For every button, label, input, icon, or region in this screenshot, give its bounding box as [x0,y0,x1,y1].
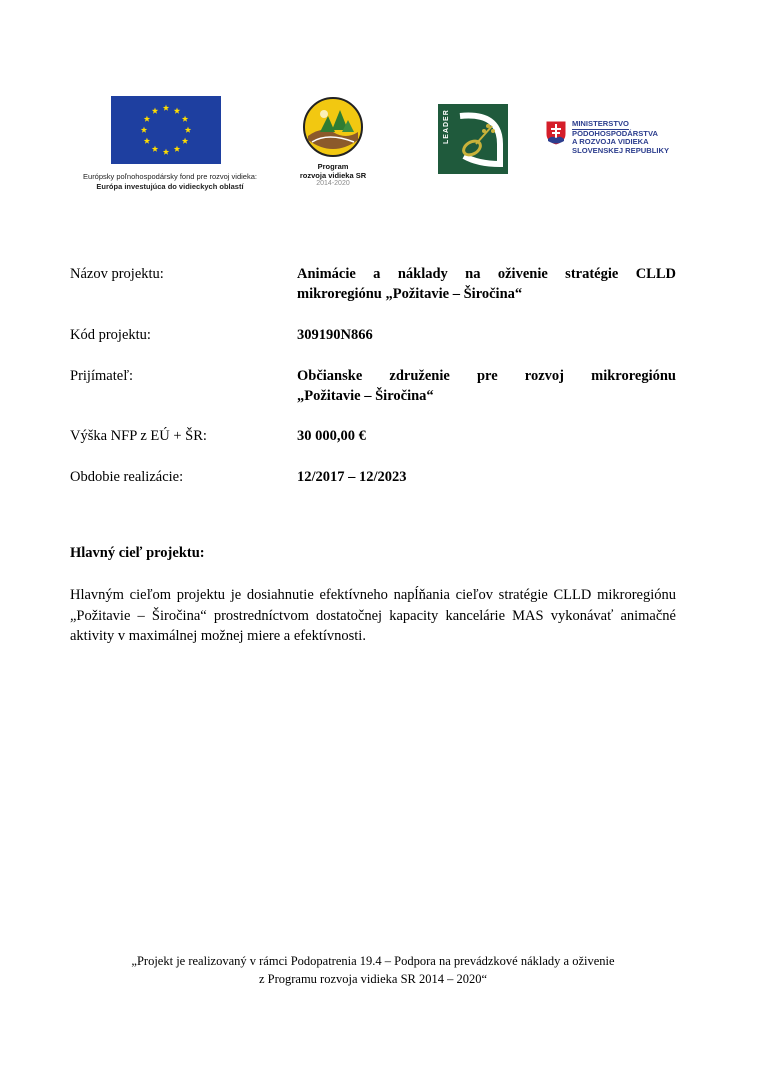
footer-line2: z Programu rozvoja vidieka SR 2014 – 2020“ [258,972,488,986]
project-code-value: 309190N866 [297,327,373,343]
leader-logo [438,104,508,179]
goal-text: Hlavným cieľom projektu je dosiahnutie efektívneho napĺňania cieľov stratégie CLLD mikroregiónu „Požitavie – Širočina“ prostredníctvom dostatočnej kapacity kancelárie MAS vykonávať animačné aktivity v maximálnej možnej miere a efektívnosti. [70,587,676,644]
slovak-coat-of-arms-icon [545,120,567,146]
period-value: 12/2017 – 12/2023 [297,469,407,485]
project-name-label: Názov projektu: [70,266,164,282]
prv-emblem-icon [302,96,364,158]
ministry-logo [545,119,695,156]
eu-caption-line1: Európsky poľnohospodársky fond pre rozvoj vidieka: [83,172,257,181]
ministry-name [572,120,669,156]
eu-caption-line2: Európa investujúca do vidieckych oblastí [96,182,244,191]
prv-caption-years: 2014-2020 [316,180,350,187]
amount-value: 30 000,00 € [297,428,366,444]
goal-heading: Hlavný cieľ projektu: [70,545,205,561]
leader-emblem-icon [438,104,508,174]
project-name-line1: Animácie a náklady na oživenie stratégie CLLD [297,266,676,282]
ministry-line4: SLOVENSKEJ REPUBLIKY [572,146,670,156]
footer-note [70,952,676,988]
period-label: Obdobie realizácie: [70,469,184,485]
project-code-label: Kód projektu: [70,327,151,343]
recipient-line2: „Požitavie – Širočina“ [297,388,434,404]
ministry-line2: PÔDOHOSPODÁRSTVA [572,128,658,138]
ministry-line1: MINISTERSTVO [572,119,629,128]
recipient-value [297,366,676,406]
prv-caption [292,163,374,189]
project-name-value [297,264,676,304]
eu-logo [70,96,270,192]
project-name-line2: mikroregiónu „Požitavie – Širočina“ [297,286,523,302]
prv-logo [292,96,374,189]
logo-header [0,0,765,210]
eu-caption [70,172,270,192]
prv-caption-line2: rozvoja vidieka SR [299,170,367,180]
amount-label: Výška NFP z EÚ + ŠR: [70,428,207,444]
eu-flag-icon [111,96,221,164]
leader-text: LEADER [443,109,450,144]
recipient-line1: Občianske združenie pre rozvoj mikroregiónu [297,368,676,384]
ministry-line3: A ROZVOJA VIDIEKA [572,137,649,147]
recipient-label: Prijímateľ: [70,368,134,384]
footer-line1: „Projekt je realizovaný v rámci Podopatrenia 19.4 – Podpora na prevádzkové náklady a oživenie [131,954,615,968]
prv-caption-line1: Program [317,162,349,171]
